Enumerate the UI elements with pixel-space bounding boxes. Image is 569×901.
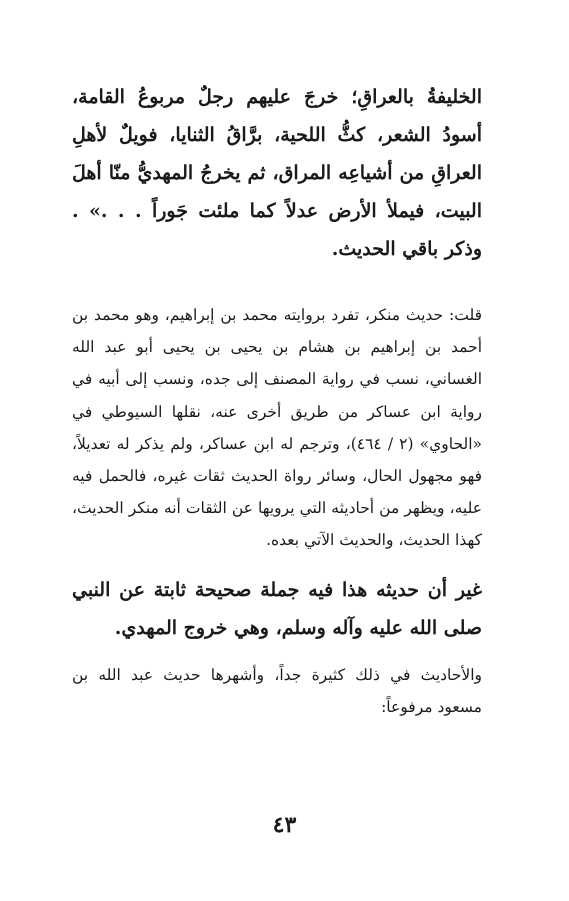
page-number: ٤٣ <box>272 812 297 838</box>
authentic-statement-paragraph: غير أن حديثه هذا فيه جملة صحيحة ثابتة عن النبي صلى الله عليه وآله وسلم، وهي خروج المهدي. <box>72 578 482 639</box>
commentary-paragraph: قلت: حديث منكر، تفرد بروايته محمد بن إبراهيم، وهو محمد بن أحمد بن إبراهيم بن هشام بن يحيى بن يحيى أبو عبد الله الغساني، نسب في رواية المصنف إلى جده، ونسب إلى أبيه في رواية ابن عساكر من طريق أخرى عنه، نقلها السيوطي في «الحاوي» (٢ / ٤٦٤)، وترجم له ابن عساكر، ولم يذكر له تعديلاً، فهو مجهول الحال، وسائر رواة الحديث ثقات غيره، فالحمل فيه عليه، ويظهر من أحاديثه التي يرويها عن الثقات أنه منكر الحديث، كهذا الحديث، والحديث الآتي بعده. <box>72 306 482 550</box>
document-body <box>72 78 482 723</box>
closing-paragraph: والأحاديث في ذلك كثيرة جداً، وأشهرها حديث عبد الله بن مسعود مرفوعاً: <box>72 665 482 716</box>
hadith-quote-paragraph: الخليفةُ بالعراقِ؛ خرجَ عليهم رجلٌ مربوعُ القامة، أسودُ الشعر، كثُّ اللحية، برَّاقُ الثنايا، فويلٌ لأهلِ العراقِ من أشياعِه المراق، ثم يخرجُ المهديُّ منّا أهلَ البيت، فيملأ الأرض عدلاً كما ملئت جَوراً . . .» . وذكر باقي الحديث. <box>72 86 482 260</box>
